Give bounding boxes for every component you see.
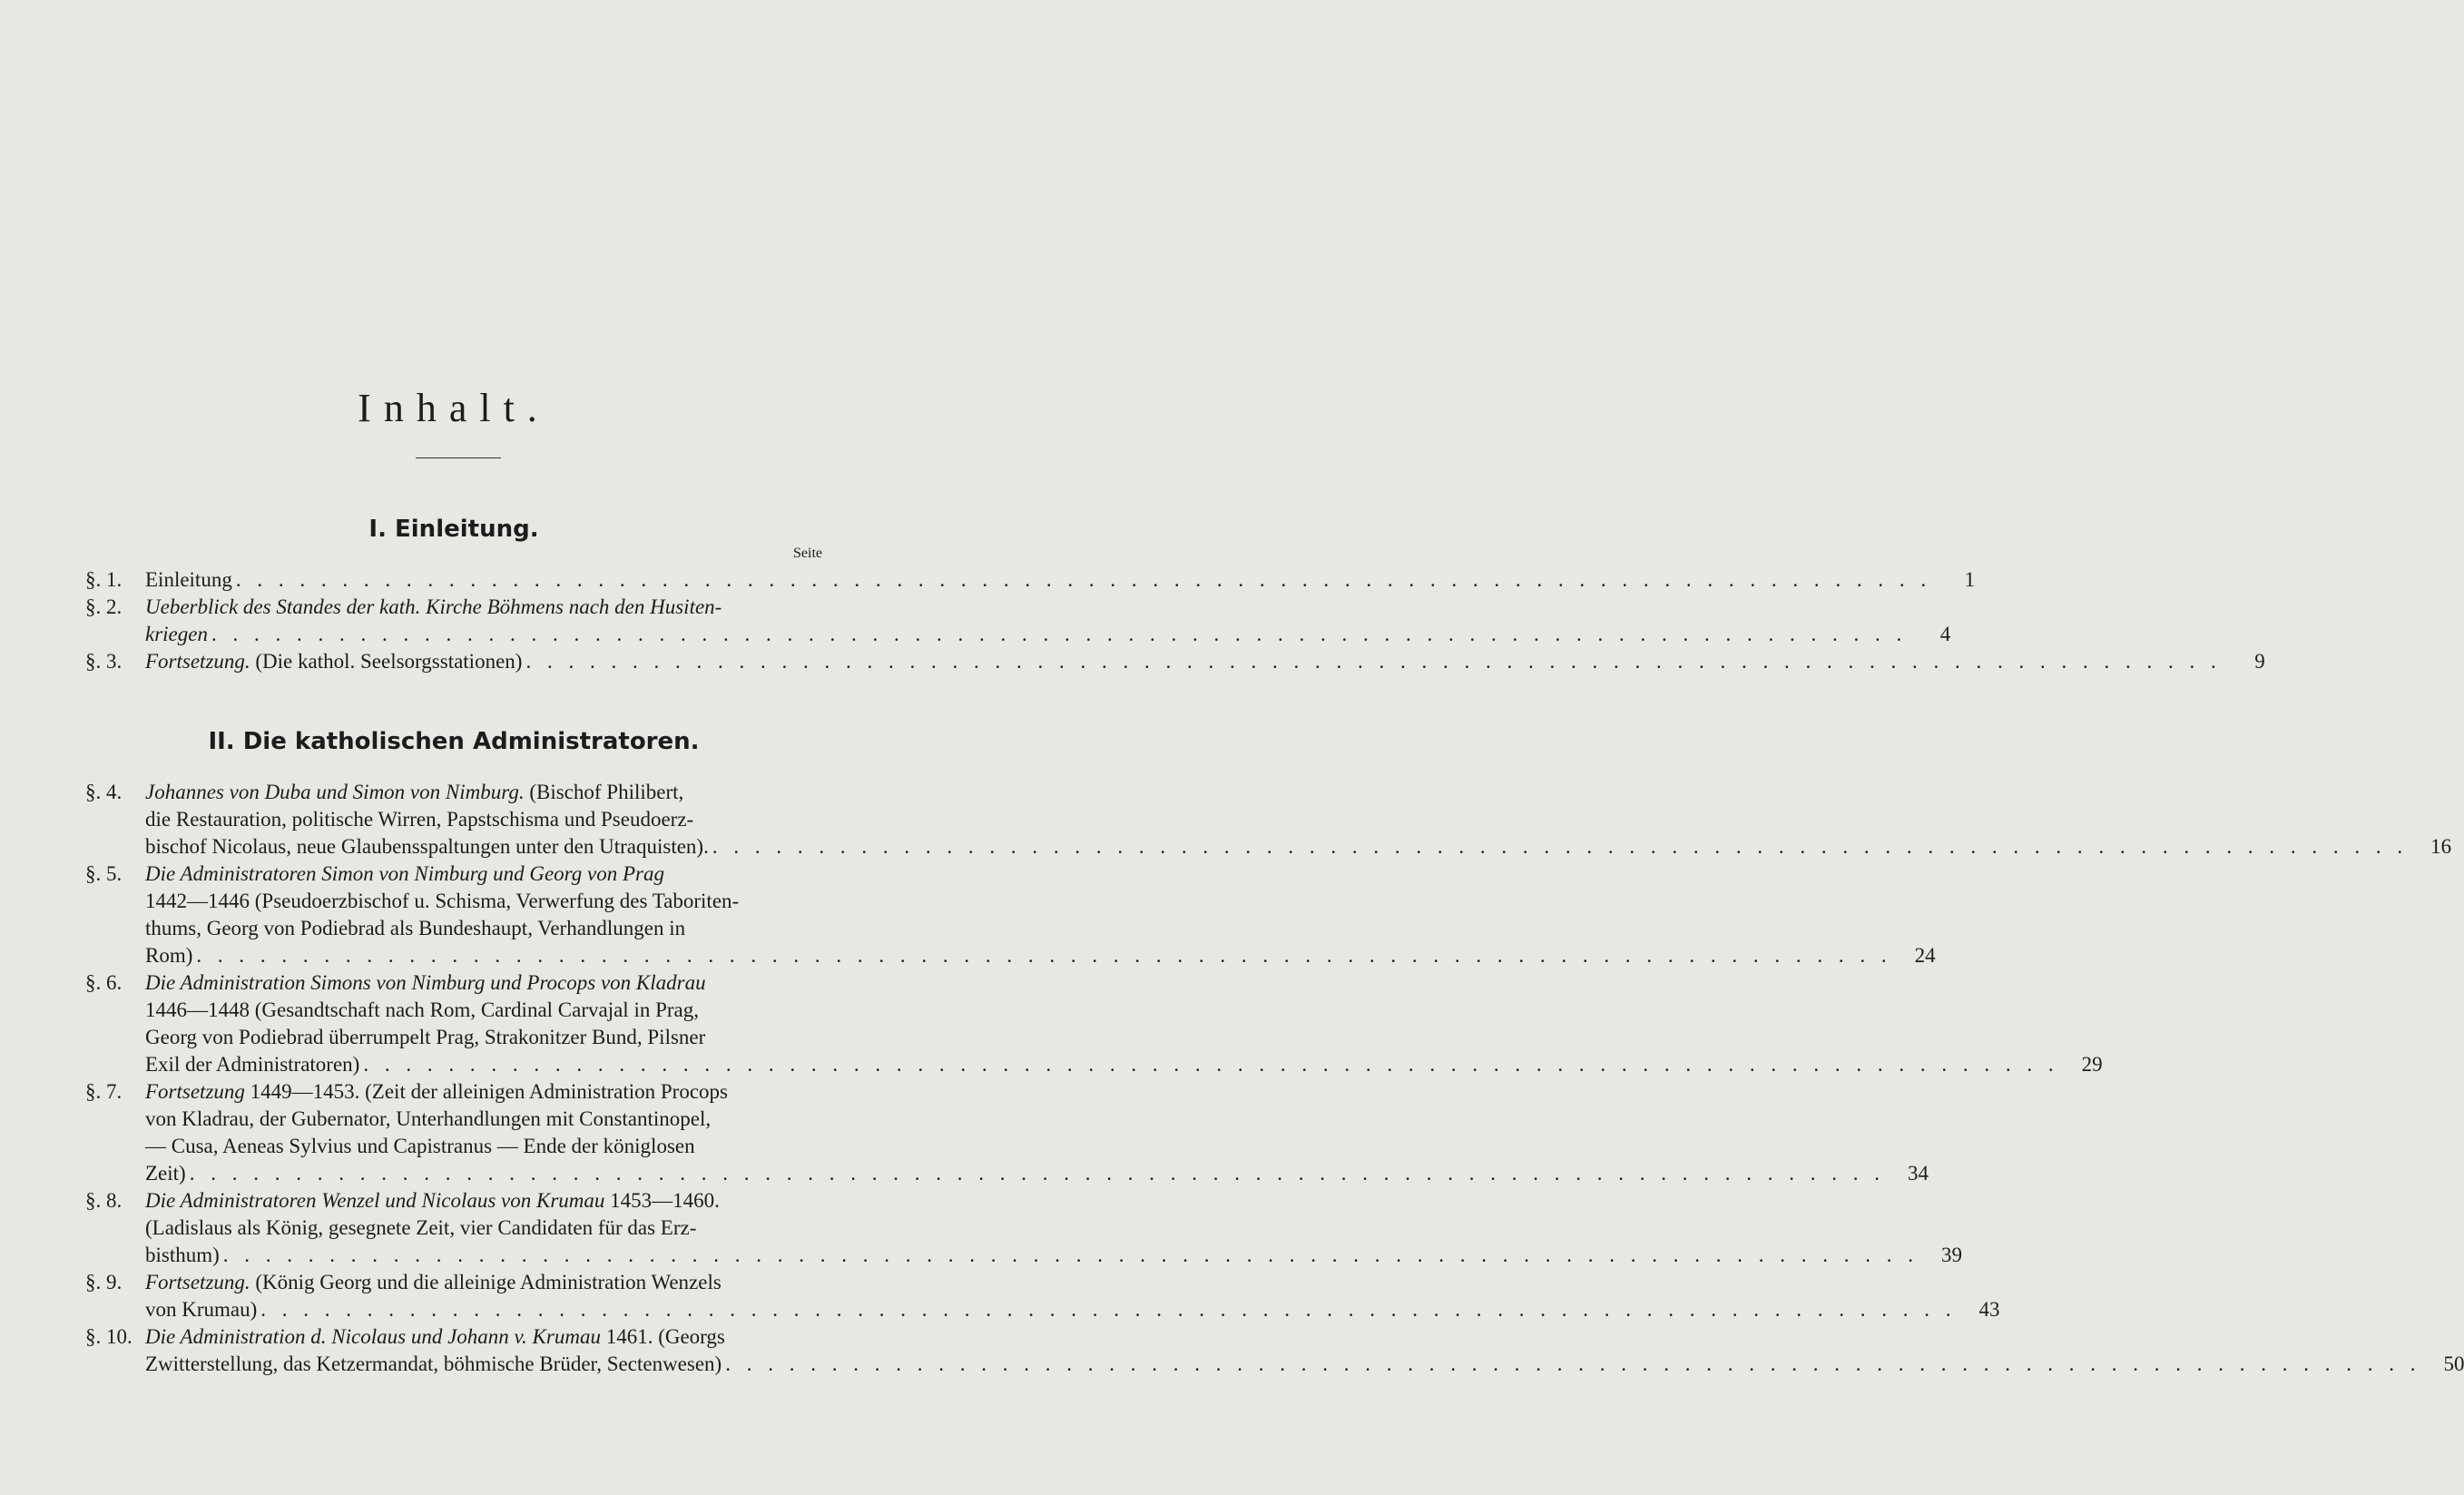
entry-text bbox=[145, 779, 2451, 861]
entry-line-text bbox=[145, 1106, 711, 1133]
page-number: 4 bbox=[1939, 623, 1951, 645]
page-number: 34 bbox=[1907, 1162, 1929, 1185]
entry-line-text bbox=[145, 1024, 705, 1051]
page-number: 9 bbox=[2254, 650, 2265, 673]
title-rule bbox=[416, 457, 501, 458]
entry-line bbox=[145, 1351, 2464, 1378]
entry-description: von Kladrau, der Gubernator, Unterhandlungen mit Constantinopel, bbox=[145, 1107, 712, 1130]
entry-description: von Krumau) bbox=[145, 1298, 258, 1321]
entry-line bbox=[145, 1078, 1885, 1106]
entry-title: Die Administratoren Simon von Nimburg und Georg von Prag bbox=[145, 862, 664, 885]
entry-line-text bbox=[145, 888, 739, 915]
toc-entry bbox=[85, 1187, 1963, 1269]
toc-entry bbox=[85, 1078, 1929, 1187]
entry-title: Die Administration d. Nicolaus und Johann v. Krumau bbox=[145, 1325, 601, 1348]
entry-line bbox=[145, 915, 1892, 942]
entry-line-text bbox=[145, 1133, 695, 1160]
section-number: §. 1. bbox=[85, 568, 123, 591]
dot-leader: . . . . . . . . . . . . . . . . . . . . . . . . . . . . . . . . . . . . . . . . . . . . . . . . . . . . . . . . . . . . . . . . . . . . . . . . . . . . . . . . bbox=[196, 944, 1892, 967]
entry-description: 1453—1460. bbox=[604, 1189, 720, 1212]
entry-description: Einleitung bbox=[145, 568, 232, 591]
entry-text bbox=[145, 566, 1975, 594]
entry-description: Zeit) bbox=[145, 1162, 186, 1185]
entry-title: Die Administratoren Wenzel und Nicolaus von Krumau bbox=[145, 1189, 605, 1212]
entry-line bbox=[145, 1296, 2000, 1323]
entry-line-text bbox=[145, 915, 685, 942]
entry-line bbox=[145, 648, 2265, 675]
entry-description: 1461. (Georgs bbox=[600, 1325, 725, 1348]
entry-description: (Die kathol. Seelsorgsstationen) bbox=[250, 650, 523, 673]
section-number: §. 9. bbox=[85, 1271, 123, 1293]
entry-line-text bbox=[145, 1351, 722, 1378]
page-number: 39 bbox=[1941, 1244, 1963, 1266]
page-number: 29 bbox=[2081, 1053, 2103, 1076]
entry-line-text bbox=[145, 1323, 725, 1351]
toc-entry bbox=[85, 861, 1936, 969]
page-number: 16 bbox=[2430, 835, 2452, 858]
toc-entry bbox=[85, 969, 2103, 1078]
toc-section-1 bbox=[85, 566, 2265, 675]
entry-line-text bbox=[145, 648, 522, 675]
page-number: 1 bbox=[1964, 568, 1976, 591]
entry-line-text bbox=[145, 1160, 186, 1187]
entry-line bbox=[145, 942, 1936, 969]
entry-line bbox=[145, 779, 2408, 806]
entry-description: Rom) bbox=[145, 944, 193, 967]
entry-description: (König Georg und die alleinige Administration Wenzels bbox=[250, 1271, 722, 1293]
dot-leader: . . . . . . . . . . . . . . . . . . . . . . . . . . . . . . . . . . . . . . . . . . . . . . . . . . . . . . . . . . . . . . . . . . . . . . . . . . . . . . . . bbox=[260, 1298, 1957, 1321]
entry-line bbox=[145, 621, 1950, 648]
entry-line bbox=[145, 1242, 1962, 1269]
entry-line bbox=[145, 594, 1907, 621]
entry-line-text bbox=[145, 621, 208, 648]
entry-line-text bbox=[145, 1296, 257, 1323]
entry-description: (Ladislaus als König, gesegnete Zeit, vier Candidaten für das Erz- bbox=[145, 1216, 697, 1239]
dot-leader: . . . . . . . . . . . . . . . . . . . . . . . . . . . . . . . . . . . . . . . . . . . . . . . . . . . . . . . . . . . . . . . . . . . . . . . . . . . . . . . . bbox=[235, 568, 1932, 591]
entry-line-text bbox=[145, 779, 683, 806]
section-number: §. 6. bbox=[85, 971, 123, 994]
entry-description: die Restauration, politische Wirren, Papstschisma und Pseudoerz- bbox=[145, 808, 694, 831]
dot-leader: . . . . . . . . . . . . . . . . . . . . . . . . . . . . . . . . . . . . . . . . . . . . . . . . . . . . . . . . . . . . . . . . . . . . . . . . . . . . . . . . bbox=[211, 623, 1908, 645]
toc-entry bbox=[85, 1323, 2464, 1378]
entry-description: Zwitterstellung, das Ketzermandat, böhmische Brüder, Sectenwesen) bbox=[145, 1352, 722, 1375]
dot-leader: . . . . . . . . . . . . . . . . . . . . . . . . . . . . . . . . . . . . . . . . . . . . . . . . . . . . . . . . . . . . . . . . . . . . . . . . . . . . . . . . bbox=[712, 835, 2409, 858]
entry-line-text bbox=[145, 1269, 722, 1296]
entry-line bbox=[145, 969, 2059, 997]
entry-text bbox=[145, 1187, 1962, 1269]
section-number: §. 3. bbox=[85, 650, 123, 673]
entry-description: bischof Nicolaus, neue Glaubensspaltungen unter den Utraquisten). bbox=[145, 835, 709, 858]
entry-line bbox=[145, 888, 1892, 915]
entry-line-text bbox=[145, 806, 693, 833]
entry-description: 1446—1448 (Gesandtschaft nach Rom, Cardinal Carvajal in Prag, bbox=[145, 998, 699, 1021]
entry-line-text bbox=[145, 942, 192, 969]
entry-text bbox=[145, 861, 1936, 969]
entry-line-text bbox=[145, 1242, 220, 1269]
toc-entry bbox=[85, 648, 2265, 675]
section-number: §. 4. bbox=[85, 781, 123, 803]
section-number: §. 5. bbox=[85, 862, 123, 885]
entry-line-text bbox=[145, 833, 709, 861]
toc-entry bbox=[85, 566, 1976, 594]
entry-title: Ueberblick des Standes der kath. Kirche Böhmens nach den Husiten- bbox=[145, 595, 722, 618]
section-number: §. 8. bbox=[85, 1189, 123, 1212]
section-heading-1: I. Einleitung. bbox=[368, 516, 539, 543]
entry-description: Georg von Podiebrad überrumpelt Prag, Strakonitzer Bund, Pilsner bbox=[145, 1026, 706, 1048]
entry-line bbox=[145, 1160, 1929, 1187]
entry-line bbox=[145, 1133, 1885, 1160]
entry-line bbox=[145, 1215, 1919, 1242]
entry-text bbox=[145, 594, 1950, 648]
section-number: §. 7. bbox=[85, 1080, 123, 1103]
entry-description: bisthum) bbox=[145, 1244, 220, 1266]
toc-entry bbox=[85, 779, 2452, 861]
entry-line-text bbox=[145, 1078, 728, 1106]
entry-line bbox=[145, 806, 2408, 833]
dot-leader: . . . . . . . . . . . . . . . . . . . . . . . . . . . . . . . . . . . . . . . . . . . . . . . . . . . . . . . . . . . . . . . . . . . . . . . . . . . . . . . . bbox=[222, 1244, 1919, 1266]
section-heading-2: II. Die katholischen Administratoren. bbox=[208, 728, 700, 755]
entry-line-text bbox=[145, 861, 664, 888]
entry-description: 1442—1446 (Pseudoerzbischof u. Schisma, Verwerfung des Taboriten- bbox=[145, 890, 740, 912]
entry-description: Exil der Administratoren) bbox=[145, 1053, 360, 1076]
page-number: 50 bbox=[2443, 1352, 2464, 1375]
entry-title: Fortsetzung bbox=[145, 1080, 245, 1103]
entry-text bbox=[145, 1269, 2000, 1323]
entry-description: thums, Georg von Podiebrad als Bundeshaupt, Verhandlungen in bbox=[145, 917, 686, 939]
seite-label: Seite bbox=[793, 546, 822, 561]
page-number: 24 bbox=[1914, 944, 1936, 967]
page-number: 43 bbox=[1978, 1298, 2000, 1321]
entry-line bbox=[145, 861, 1892, 888]
entry-line bbox=[145, 1024, 2059, 1051]
toc-section-2 bbox=[85, 779, 2464, 1378]
entry-text bbox=[145, 1323, 2464, 1378]
entry-line bbox=[145, 1051, 2103, 1078]
entry-title: kriegen bbox=[145, 623, 208, 645]
section-number: §. 10. bbox=[85, 1325, 133, 1348]
dot-leader: . . . . . . . . . . . . . . . . . . . . . . . . . . . . . . . . . . . . . . . . . . . . . . . . . . . . . . . . . . . . . . . . . . . . . . . . . . . . . . . . bbox=[189, 1162, 1885, 1185]
entry-line bbox=[145, 1269, 1957, 1296]
entry-line bbox=[145, 833, 2451, 861]
entry-line bbox=[145, 1323, 2420, 1351]
entry-text bbox=[145, 1078, 1929, 1187]
entry-title: Die Administration Simons von Nimburg und Procops von Kladrau bbox=[145, 971, 706, 994]
entry-line bbox=[145, 997, 2059, 1024]
entry-line bbox=[145, 1187, 1919, 1215]
entry-title: Fortsetzung. bbox=[145, 1271, 250, 1293]
entry-line-text bbox=[145, 566, 232, 594]
toc-entry bbox=[85, 594, 1951, 648]
toc-entry bbox=[85, 1269, 2000, 1323]
entry-text bbox=[145, 648, 2265, 675]
entry-title: Fortsetzung. bbox=[145, 650, 250, 673]
dot-leader: . . . . . . . . . . . . . . . . . . . . . . . . . . . . . . . . . . . . . . . . . . . . . . . . . . . . . . . . . . . . . . . . . . . . . . . . . . . . . . . . bbox=[525, 650, 2222, 673]
entry-line bbox=[145, 566, 1975, 594]
entry-line-text bbox=[145, 969, 706, 997]
dot-leader: . . . . . . . . . . . . . . . . . . . . . . . . . . . . . . . . . . . . . . . . . . . . . . . . . . . . . . . . . . . . . . . . . . . . . . . . . . . . . . . . bbox=[363, 1053, 2059, 1076]
entry-line-text bbox=[145, 1051, 359, 1078]
entry-description: — Cusa, Aeneas Sylvius und Capistranus — Ende der königlosen bbox=[145, 1135, 695, 1157]
entry-line-text bbox=[145, 997, 699, 1024]
entry-description: 1449—1453. (Zeit der alleinigen Administration Procops bbox=[244, 1080, 729, 1103]
dot-leader: . . . . . . . . . . . . . . . . . . . . . . . . . . . . . . . . . . . . . . . . . . . . . . . . . . . . . . . . . . . . . . . . . . . . . . . . . . . . . . . . bbox=[725, 1352, 2421, 1375]
page-title: Inhalt. bbox=[358, 386, 550, 430]
entry-line bbox=[145, 1106, 1885, 1133]
entry-title: Johannes von Duba und Simon von Nimburg. bbox=[145, 781, 525, 803]
entry-line-text bbox=[145, 1215, 696, 1242]
entry-text bbox=[145, 969, 2103, 1078]
section-number: §. 2. bbox=[85, 595, 123, 618]
entry-line-text bbox=[145, 594, 722, 621]
entry-description: (Bischof Philibert, bbox=[524, 781, 684, 803]
entry-line-text bbox=[145, 1187, 720, 1215]
